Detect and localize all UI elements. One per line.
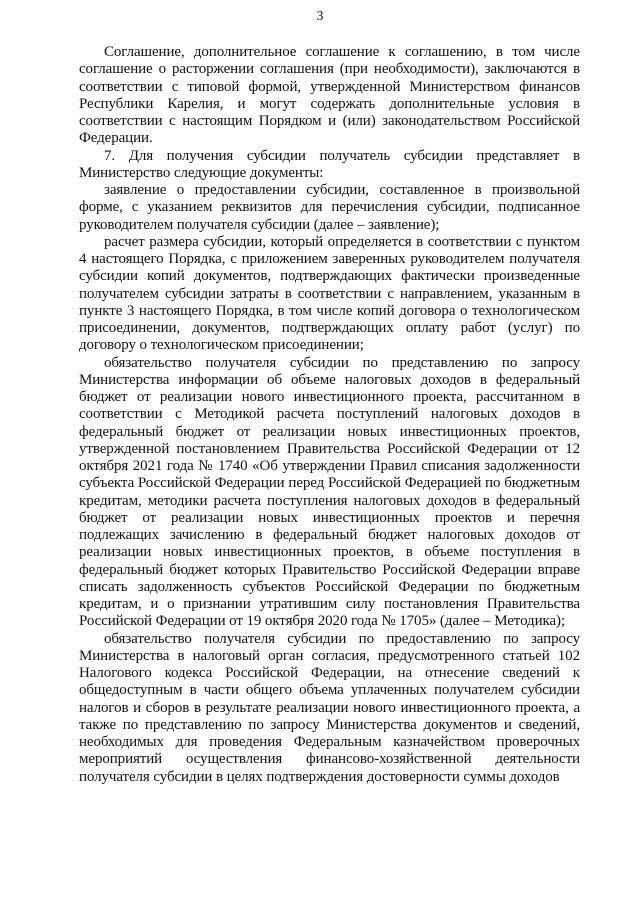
paragraph-item-7: 7. Для получения субсидии получатель субсидии представляет в Министерство следующие документы: — [79, 147, 580, 181]
paragraph-calculation: расчет размера субсидии, который определяется в соответствии с пунктом 4 настоящего Порядка, с приложением заверенных руководителем получателя субсидии копий документов, подтверждающих фактически произведенные получателем субсидии затраты в соответствии с направлением, указанным в пункте 3 настоящего Порядка, в том числе копий договора о технологическом присоединении, документов, подтверждающих оплату работ (услуг) по договору о технологическом присоединении; — [79, 233, 580, 354]
paragraph-agreement: Соглашение, дополнительное соглашение к соглашению, в том числе соглашение о расторжении соглашения (при необходимости), заключаются в соответствии с типовой формой, утвержденной Министерством финансов Республики Карелия, и могут содержать дополнительные условия в соответствии с настоящим Порядком и (или) законодательством Российской Федерации. — [79, 44, 580, 147]
document-body — [79, 44, 580, 786]
page-number: 3 — [316, 9, 324, 24]
paragraph-application: заявление о предоставлении субсидии, составленное в произвольной форме, с указанием реквизитов для перечисления субсидии, подписанное руководителем получателя субсидии (далее – заявление); — [79, 182, 580, 233]
paragraph-obligation-tax-info: обязательство получателя субсидии по представлению по запросу Министерства информации об объеме налоговых доходов в федеральный бюджет от реализации нового инвестиционного проекта, рассчитанном в соответствии с Методикой расчета поступлений налоговых доходов в федеральный бюджет от реализации новых инвестиционных проектов, утвержденной постановлением Правительства Российской Федерации от 12 октября 2021 года № 1740 «Об утверждении Правил списания задолженности субъекта Российской Федерации перед Российской Федерацией по бюджетным кредитам, методики расчета поступления налоговых доходов в федеральный бюджет от реализации новых инвестиционных проектов и перечня подлежащих зачислению в федеральный бюджет налоговых доходов от реализации новых инвестиционных проектов, в объеме поступления в федеральный бюджет которых Правительство Российской Федерации вправе списать задолженность субъектов Российской Федерации по бюджетным кредитам, и о признании утратившим силу постановления Правительства Российской Федерации от 19 октября 2020 года № 1705» (далее – Методика); — [79, 354, 580, 630]
paragraph-obligation-consent: обязательство получателя субсидии по предоставлению по запросу Министерства в налоговый орган согласия, предусмотренного статьей 102 Налогового кодекса Российской Федерации, на отнесение сведений к общедоступным в части общего объема уплаченных получателем субсидии налогов и сборов в результате реализации нового инвестиционного проекта, а также по представлению по запросу Министерства документов и сведений, необходимых для проведения Федеральным казначейством проверочных мероприятий осуществления финансово-хозяйственной деятельности получателя субсидии в целях подтверждения достоверности суммы доходов — [79, 630, 580, 785]
